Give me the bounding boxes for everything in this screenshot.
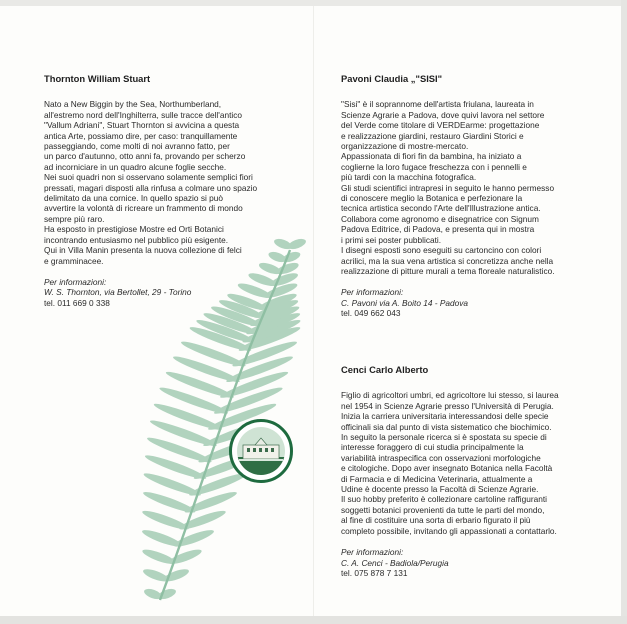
contact-address: W. S. Thornton, via Bertollet, 29 - Torino [44, 287, 192, 298]
contact-phone: tel. 011 669 0 338 [44, 297, 110, 308]
bio-line: sempre più raro. [44, 213, 105, 224]
artist-bio [341, 99, 603, 276]
contact-label: Per informazioni: [341, 287, 404, 298]
contact-info [341, 547, 603, 578]
bio-line: delimitato da una cornice. In quello spazio si può [44, 193, 223, 204]
bio-line: tecnica artistica secondo l'Arte dell'Illustrazione antica. [341, 203, 541, 214]
bio-line: più tardi con la macchina fotografica. [341, 172, 477, 183]
bio-line: un parco d'autunno, otto anni fa, provando per scherzo [44, 151, 246, 162]
contact-label: Per informazioni: [341, 547, 404, 558]
bio-line: e realizzazione giardini, restauro Giardini Storici e [341, 130, 524, 141]
contact-phone: tel. 049 662 043 [341, 308, 401, 319]
contact-label: Per informazioni: [44, 276, 107, 287]
bio-line: incontrando entusiasmo nel pubblico più esigente. [44, 234, 229, 245]
bio-line: Figlio di agricoltori umbri, ed agricoltore lui stesso, si laurea [341, 390, 559, 401]
contact-phone: tel. 075 878 7 131 [341, 567, 408, 578]
bio-line: e gramminacee. [44, 255, 104, 266]
bio-line: Collabora come agronomo e disegnatrice con Signum [341, 213, 539, 224]
bio-line: I disegni esposti sono eseguiti su cartoncino con colori [341, 245, 542, 256]
bio-line: Appassionata di fiori fin da bambina, ha iniziato a [341, 151, 522, 162]
bio-line: "Vallum Adriani", Stuart Thornton si avvicina a questa [44, 120, 240, 131]
bio-line: passeggiando, come molti di noi avranno fatto, per [44, 141, 230, 152]
bio-line: officinali sia dal punto di vista sistematico che biochimico. [341, 421, 552, 432]
villa-medallion [229, 419, 293, 483]
bio-line: interesse foraggero di cui studia principalmente la [341, 442, 524, 453]
bio-line: ad incorniciare in un quadro alcune foglie secche. [44, 161, 227, 172]
bio-line: Il suo hobby preferito è collezionare cartoline raffiguranti [341, 494, 548, 505]
bio-line: di conoscere meglio la Botanica e perfezionare la [341, 193, 523, 204]
contact-info [44, 277, 306, 308]
bio-line: pressati, magari disposti alla rinfusa a colmare uno spazio [44, 182, 258, 193]
bio-line: i primi sei poster pubblicati. [341, 234, 442, 245]
bio-line: Nei suoi quadri non si osservano solamente semplici fiori [44, 172, 253, 183]
villa-image [237, 427, 285, 475]
bio-line: Udine è docente presso la Facoltà di Scienze Agrarie. [341, 484, 539, 495]
artist-thornton-section [44, 74, 306, 308]
bio-line: Nato a New Biggin by the Sea, Northumberland, [44, 99, 222, 110]
bio-line: di Farmacia e di Medicina Veterinaria, attualmente a [341, 473, 533, 484]
artist-bio [44, 99, 306, 266]
bio-line: organizzazione di mostre-mercato. [341, 141, 469, 152]
bio-line: completo possibile, invitando gli appassionati a contattarlo. [341, 525, 557, 536]
bio-line: antica Arte, possiamo dire, per caso: tranquillamente [44, 130, 238, 141]
bio-line: coglierne la loro fugace freschezza con i pennelli e [341, 161, 527, 172]
bio-line: Qui in Villa Manin presenta la nuova collezione di felci [44, 245, 242, 256]
bio-line: nel 1954 in Scienze Agrarie presso l'Università di Perugia. [341, 400, 554, 411]
bio-line: variabilità intraspecifica con osservazioni morfologiche [341, 452, 541, 463]
bio-line: Ha esposto in prestigiose Mostre ed Orti Botanici [44, 224, 224, 235]
artist-pavoni-section [341, 74, 603, 319]
contact-address: C. A. Cenci - Badiola/Perugia [341, 557, 449, 568]
artist-name-heading: Cenci Carlo Alberto [341, 364, 429, 375]
bio-line: al fine di costituire una sorta di erbario figurato il più [341, 515, 531, 526]
contact-address: C. Pavoni via A. Boito 14 - Padova [341, 297, 468, 308]
artist-name-heading: Thornton William Stuart [44, 73, 151, 84]
bio-line: Inizia la carriera universitaria interessandosi delle specie [341, 411, 549, 422]
bio-line: acrilici, ma la sua vena artistica si concretizza anche nella [341, 255, 554, 266]
bio-line: Scienze Agrarie a Padova, dove quivi lavora nel settore [341, 109, 545, 120]
bio-line: In seguito la personale ricerca si è spostata su specie di [341, 432, 547, 443]
artist-bio [341, 390, 603, 536]
bio-line: del Verde come titolare di VERDEarme: progettazione [341, 120, 540, 131]
bio-line: e citologiche. Dopo aver insegnato Botanica nella Facoltà [341, 463, 553, 474]
contact-info [341, 287, 603, 318]
bio-line: all'estremo nord dell'Inghilterra, sulle tracce dell'antico [44, 109, 242, 120]
bio-line: "Sisi" è il soprannome dell'artista friulana, laureata in [341, 99, 534, 110]
bio-line: realizzazione di pitture murali a tema floreale naturalistico. [341, 265, 555, 276]
artist-cenci-section [341, 365, 603, 578]
bio-line: Padova Editrice, di Padova, e presenta qui in mostra [341, 224, 535, 235]
artist-name-heading: Pavoni Claudia „"SISI" [341, 73, 443, 84]
bio-line: Gli studi scientifici intrapresi in seguito le hanno permesso [341, 182, 555, 193]
bio-line: soggetti botanici provenienti da tutte le parti del mondo, [341, 504, 545, 515]
bio-line: avvertire la volontà di ricreare un frammento di mondo [44, 203, 243, 214]
